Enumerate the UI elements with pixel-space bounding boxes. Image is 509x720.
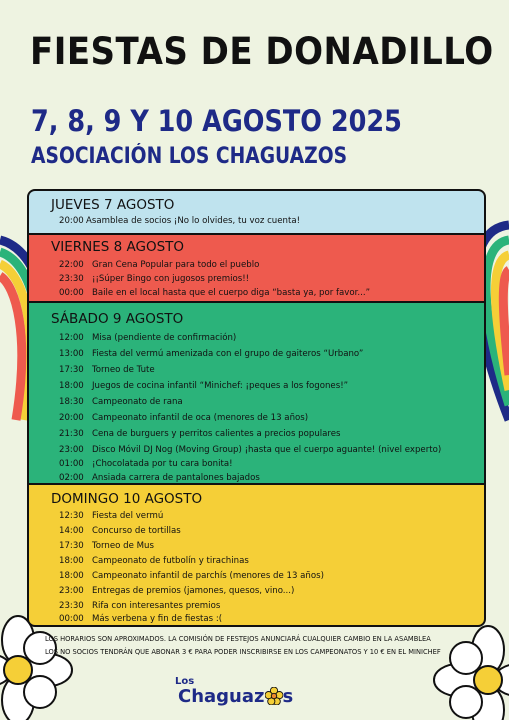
event-row bbox=[59, 511, 163, 521]
event-row bbox=[59, 429, 341, 439]
event-text: Misa (pendiente de confirmación) bbox=[92, 333, 237, 343]
event-time: 00:00 bbox=[59, 614, 84, 624]
event-row bbox=[59, 349, 363, 359]
event-text: Concurso de tortillas bbox=[92, 526, 181, 536]
day-title: SÁBADO 9 AGOSTO bbox=[51, 311, 184, 327]
chaguazos-logo bbox=[170, 672, 340, 712]
event-time: 23:30 bbox=[59, 274, 84, 284]
event-time: 18:00 bbox=[59, 571, 84, 581]
event-row bbox=[59, 473, 260, 483]
event-row bbox=[59, 459, 233, 469]
day-thursday bbox=[29, 191, 484, 235]
event-time: 23:30 bbox=[59, 601, 84, 611]
event-text: ¡Chocolatada por tu cara bonita! bbox=[92, 459, 233, 469]
event-row bbox=[59, 614, 222, 624]
event-text: Más verbena y fin de fiestas :( bbox=[92, 614, 223, 624]
event-row bbox=[59, 601, 220, 611]
event-time: 14:00 bbox=[59, 526, 84, 536]
event-row bbox=[59, 586, 294, 596]
day-friday bbox=[29, 235, 484, 303]
day-title: JUEVES 7 AGOSTO bbox=[51, 197, 175, 213]
notice-text bbox=[45, 633, 441, 659]
day-sunday bbox=[29, 485, 484, 625]
event-time: 17:30 bbox=[59, 365, 84, 375]
event-time: 12:30 bbox=[59, 511, 84, 521]
event-row bbox=[59, 274, 249, 284]
event-text: Campeonato de futbolín y tirachinas bbox=[92, 556, 249, 566]
event-row bbox=[59, 365, 155, 375]
event-text: Fiesta del vermú amenizada con el grupo de gaiteros “Urbano” bbox=[92, 349, 364, 359]
event-row bbox=[59, 333, 236, 343]
event-row bbox=[59, 381, 348, 391]
event-time: 01:00 bbox=[59, 459, 84, 469]
event-row bbox=[59, 445, 441, 455]
program-schedule bbox=[27, 189, 486, 627]
event-text: Juegos de cocina infantil “Minichef: ¡peques a los fogones!” bbox=[92, 381, 349, 391]
event-time: 18:00 bbox=[59, 381, 84, 391]
event-time: 00:00 bbox=[59, 288, 84, 298]
flower-left-decoration bbox=[0, 616, 72, 720]
page-title: FIESTAS DE DONADILLO bbox=[30, 30, 494, 73]
event-text: Torneo de Mus bbox=[92, 541, 154, 551]
flower-right-decoration bbox=[434, 626, 509, 720]
event-time: 23:00 bbox=[59, 445, 84, 455]
day-title: VIERNES 8 AGOSTO bbox=[51, 239, 185, 255]
event-text: Baile en el local hasta que el cuerpo diga “basta ya, por favor...” bbox=[92, 288, 371, 298]
event-row bbox=[59, 397, 183, 407]
flower-icon bbox=[265, 687, 283, 705]
event-row bbox=[59, 541, 154, 551]
event-text: Campeonato infantil de oca (menores de 13 años) bbox=[92, 413, 309, 423]
event-text: Campeonato de rana bbox=[92, 397, 183, 407]
event-text: Fiesta del vermú bbox=[92, 511, 164, 521]
event-text: ¡¡Súper Bingo con jugosos premios!! bbox=[92, 274, 250, 284]
event-row bbox=[59, 260, 259, 270]
event-text: Torneo de Tute bbox=[92, 365, 155, 375]
event-time: 18:30 bbox=[59, 397, 84, 407]
association-name: ASOCIACIÓN LOS CHAGUAZOS bbox=[31, 144, 348, 169]
notice-line: LOS HORARIOS SON APROXIMADOS. LA COMISIÓN DE FESTEJOS ANUNCIARÁ CUALQUIER CAMBIO EN LA ASAMBLEA bbox=[45, 635, 431, 643]
logo-word: Chaguaz s bbox=[178, 686, 294, 707]
event-row bbox=[59, 526, 181, 536]
event-row bbox=[59, 413, 308, 423]
day-saturday bbox=[29, 303, 484, 485]
event-row bbox=[59, 288, 370, 298]
event-time: 22:00 bbox=[59, 260, 84, 270]
event-time: 21:30 bbox=[59, 429, 84, 439]
event-row bbox=[59, 571, 324, 581]
event-time: 17:30 bbox=[59, 541, 84, 551]
festival-dates: 7, 8, 9 Y 10 AGOSTO 2025 bbox=[31, 104, 402, 138]
event-text: Disco Móvil DJ Nog (Moving Group) ¡hasta que el cuerpo aguante! (nivel experto) bbox=[92, 445, 442, 455]
event-text: Campeonato infantil de parchís (menores de 13 años) bbox=[92, 571, 324, 581]
event-time: 23:00 bbox=[59, 586, 84, 596]
event-text: Gran Cena Popular para todo el pueblo bbox=[92, 260, 260, 270]
event-text: Entregas de premios (jamones, quesos, vino...) bbox=[92, 586, 295, 596]
event-text: Cena de burguers y perritos calientes a precios populares bbox=[92, 429, 341, 439]
event-text: Ansiada carrera de pantalones bajados bbox=[92, 473, 260, 483]
notice-line: LOS NO SOCIOS TENDRÁN QUE ABONAR 3 € PARA PODER INSCRIBIRSE EN LOS CAMPEONATOS Y 10 € EN EL MINICHEF bbox=[45, 648, 441, 656]
event-time: 13:00 bbox=[59, 349, 84, 359]
day-title: DOMINGO 10 AGOSTO bbox=[51, 491, 203, 507]
event-text: Asamblea de socios ¡No lo olvides, tu voz cuenta! bbox=[86, 216, 301, 226]
event-time: 18:00 bbox=[59, 556, 84, 566]
logo-small-text: Los bbox=[175, 676, 195, 687]
event-time: 20:00 bbox=[59, 413, 84, 423]
event-time: 20:00 bbox=[59, 216, 84, 226]
event-time: 02:00 bbox=[59, 473, 84, 483]
event-row bbox=[59, 556, 249, 566]
event-row bbox=[59, 216, 300, 226]
event-text: Rifa con interesantes premios bbox=[92, 601, 221, 611]
event-time: 12:00 bbox=[59, 333, 84, 343]
